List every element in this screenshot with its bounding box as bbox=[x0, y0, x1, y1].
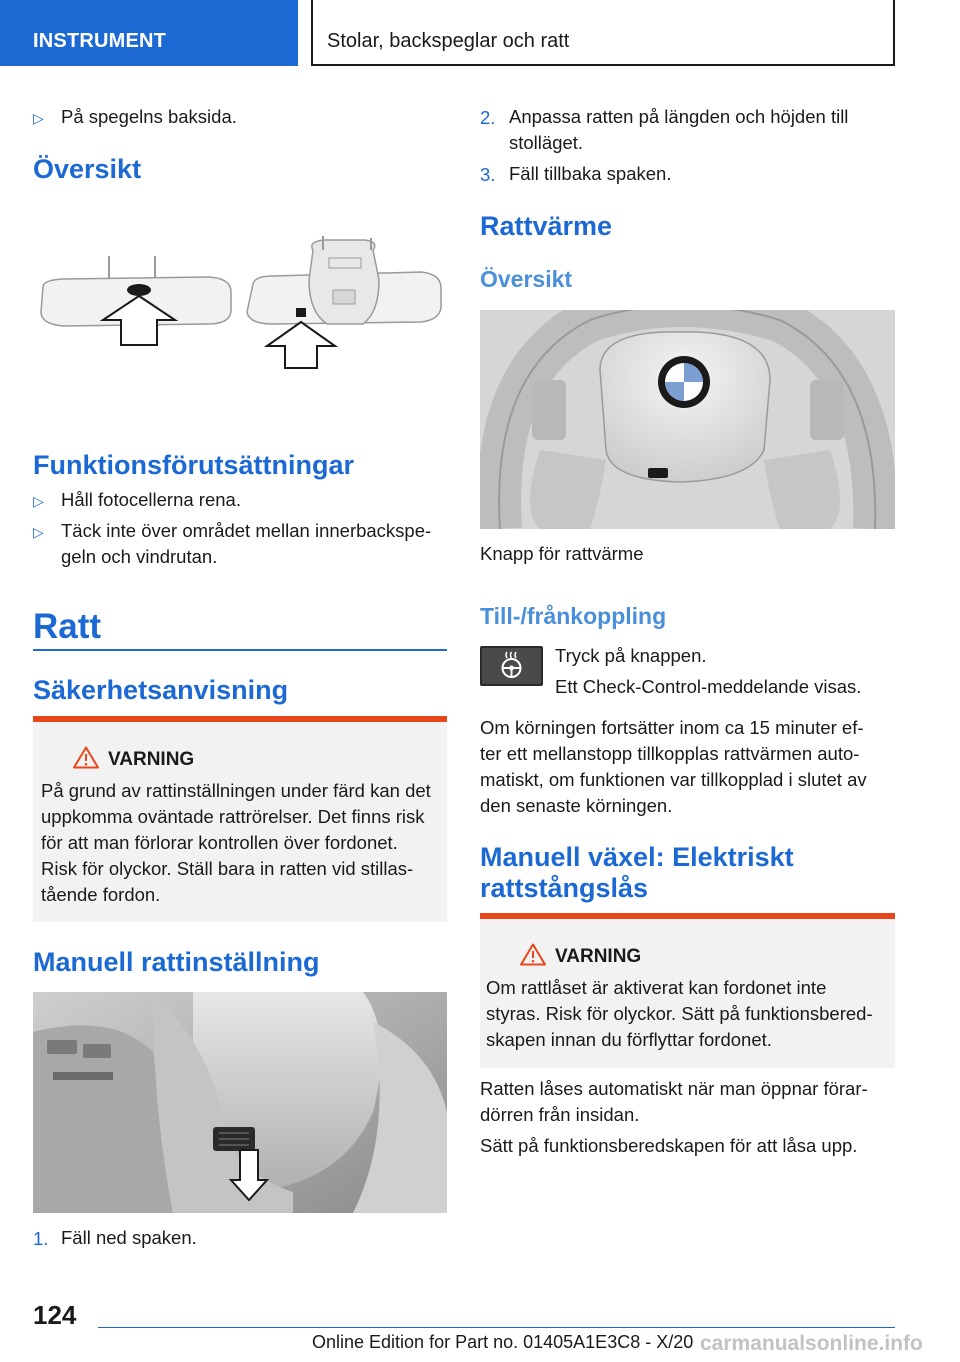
step-number: 3. bbox=[480, 164, 496, 185]
heading-manuell-rattinstallning: Manuell rattinställning bbox=[33, 947, 320, 977]
header-section-tab bbox=[0, 0, 298, 66]
mirror-illustration bbox=[33, 232, 447, 392]
paragraph-line: den senaste körningen. bbox=[480, 795, 673, 816]
bullet-icon: ▷ bbox=[33, 493, 44, 509]
warning-text-line: för att man förlorar kontrollen över fordonet. bbox=[41, 832, 398, 853]
footer-edition: Online Edition for Part no. 01405A1E3C8 - X/20 bbox=[312, 1332, 694, 1352]
heading-oversikt: Översikt bbox=[33, 154, 142, 184]
step-text: Anpassa ratten på längden och höjden till bbox=[509, 106, 849, 127]
section-divider bbox=[33, 649, 447, 651]
warning-text-line: skapen innan du förflyttar fordonet. bbox=[486, 1029, 772, 1050]
warning-triangle-icon bbox=[73, 746, 99, 769]
steering-lever-illustration bbox=[33, 992, 447, 1213]
bullet-text: På spegelns baksida. bbox=[61, 106, 237, 127]
list-item: Täck inte över området mellan innerbackspe- bbox=[61, 520, 432, 541]
warning-box bbox=[33, 716, 447, 922]
step-text: Fäll tillbaka spaken. bbox=[509, 163, 672, 184]
heading-ratt: Ratt bbox=[33, 607, 102, 646]
paragraph-line: Sätt på funktionsberedskapen för att låsa upp. bbox=[480, 1135, 858, 1156]
heading-till-frankoppling: Till-/frånkoppling bbox=[480, 603, 667, 629]
warning-text-line: Om rattlåset är aktiverat kan fordonet inte bbox=[486, 977, 827, 998]
paragraph-line: Om körningen fortsätter inom ca 15 minuter ef- bbox=[480, 717, 864, 738]
warning-text-line: På grund av rattinställningen under färd kan det bbox=[41, 780, 431, 801]
warning-text-line: tående fordon. bbox=[41, 884, 161, 905]
instruction-text: Tryck på knappen. bbox=[555, 645, 707, 666]
bullet-icon: ▷ bbox=[33, 524, 44, 540]
header-chapter-label: Stolar, backspeglar och ratt bbox=[327, 30, 570, 52]
warning-title: VARNING bbox=[555, 946, 642, 967]
list-item: Håll fotocellerna rena. bbox=[61, 489, 241, 510]
steering-wheel-illustration bbox=[480, 310, 895, 529]
heading-rattstangslas: rattstångslås bbox=[480, 873, 649, 903]
page-number: 124 bbox=[33, 1300, 77, 1330]
heading-sakerhetsanvisning: Säkerhetsanvisning bbox=[33, 675, 289, 705]
step-number: 1. bbox=[33, 1228, 49, 1249]
heated-steering-button bbox=[480, 646, 543, 686]
step-text-continuation: stolläget. bbox=[509, 132, 584, 153]
figure-caption: Knapp för rattvärme bbox=[480, 543, 644, 564]
footer-watermark: carmanualsonline.info bbox=[700, 1332, 923, 1355]
warning-text-line: Risk för olyckor. Ställ bara in ratten vid stillas- bbox=[41, 858, 414, 879]
footer-divider bbox=[98, 1327, 895, 1328]
list-item-continuation: geln och vindrutan. bbox=[61, 546, 218, 567]
heading-funktionsforutsattningar: Funktionsförutsättningar bbox=[33, 450, 354, 480]
paragraph-line: matiskt, om funktionen var tillkopplad i slutet av bbox=[480, 769, 867, 790]
header-section-label: INSTRUMENT bbox=[33, 30, 167, 52]
bullet-icon: ▷ bbox=[33, 110, 44, 126]
heading-manuell-vaxel: Manuell växel: Elektriskt bbox=[480, 842, 794, 872]
paragraph-line: dörren från insidan. bbox=[480, 1104, 640, 1125]
step-text: Fäll ned spaken. bbox=[61, 1227, 197, 1248]
paragraph-line: Ratten låses automatiskt när man öppnar förar- bbox=[480, 1078, 868, 1099]
heading-rattvarme: Rattvärme bbox=[480, 211, 613, 241]
warning-triangle-icon bbox=[520, 943, 546, 966]
warning-title: VARNING bbox=[108, 749, 195, 770]
paragraph-line: ter ett mellanstopp tillkopplas rattvärmen auto- bbox=[480, 743, 860, 764]
header-chapter-box bbox=[311, 0, 895, 66]
heated-steering-wheel-icon bbox=[482, 648, 541, 684]
warning-text-line: styras. Risk för olyckor. Sätt på funktionsbered- bbox=[486, 1003, 873, 1024]
warning-box bbox=[480, 913, 895, 1068]
warning-text-line: uppkomma oväntade rattrörelser. Det finns risk bbox=[41, 806, 425, 827]
instruction-text: Ett Check-Control-meddelande visas. bbox=[555, 676, 862, 697]
heading-oversikt-rattvarme: Översikt bbox=[480, 266, 573, 292]
step-number: 2. bbox=[480, 107, 496, 128]
